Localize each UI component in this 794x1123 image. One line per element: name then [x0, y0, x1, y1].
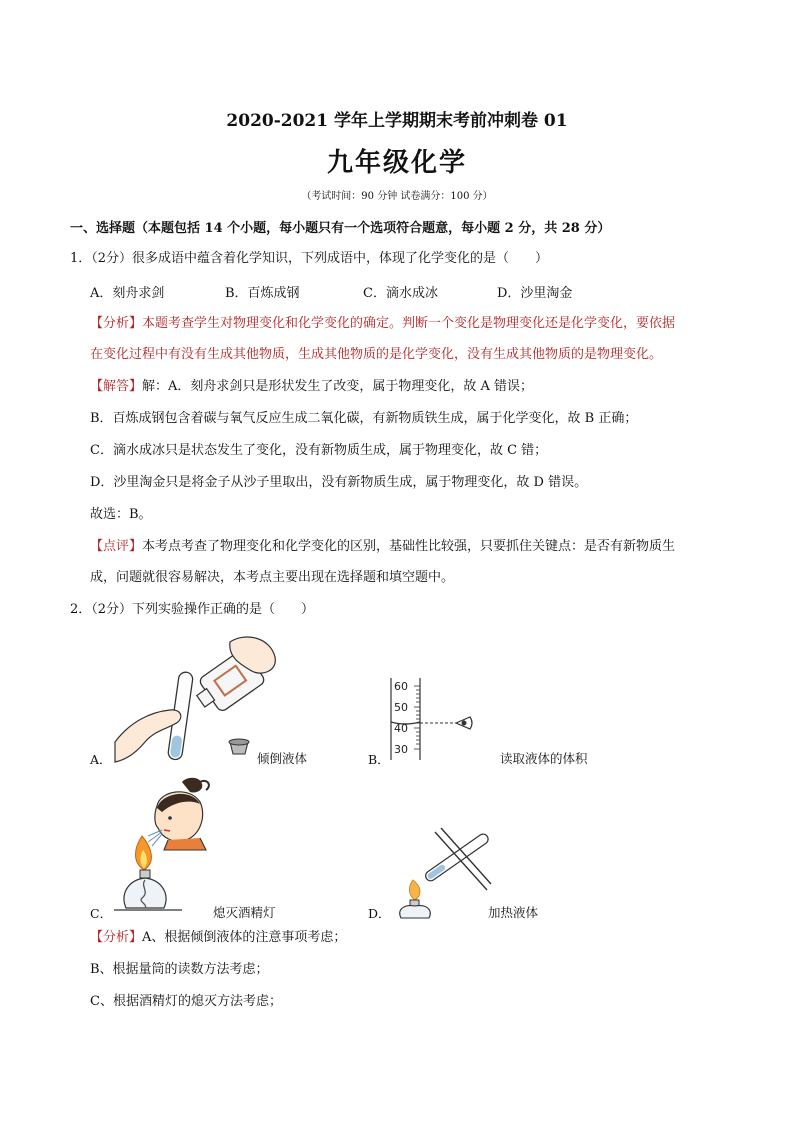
q1-analysis-line2: 在变化过程中有没有生成其他物质，生成其他物质的是化学变化，没有生成其他物质的是物理变化。: [90, 347, 663, 362]
q2-label-c: C．: [90, 906, 113, 921]
cylinder-tick-60: 60: [394, 680, 408, 693]
q1-option-d: D．沙里淘金: [497, 286, 573, 301]
q1-answer-a: 【解答】解：A．刻舟求剑只是形状发生了改变，属于物理变化，故 A 错误；: [90, 379, 534, 394]
q1-option-b: B．百炼成钢: [225, 286, 300, 301]
q2-caption-d: 加热液体: [488, 905, 539, 920]
exam-info: （考试时间：90 分钟 试卷满分：100 分）: [301, 191, 493, 202]
q2-label-b: B．: [368, 752, 390, 767]
q2-caption-a: 倾倒液体: [257, 751, 308, 766]
q2-label-d: D．: [368, 906, 391, 921]
cylinder-tick-50: 50: [394, 701, 408, 714]
q2-analysis-a: 【分析】A、根据倾倒液体的注意事项考虑；: [90, 930, 347, 945]
answer-tag: 【解答】: [90, 379, 143, 394]
q1-answer-b: B．百炼成钢包含着碳与氧气反应生成二氧化碳，有新物质铁生成，属于化学变化，故 B 正确；: [90, 411, 638, 426]
analysis-tag: 【分析】: [90, 930, 143, 945]
subject-title: 九年级化学: [326, 148, 467, 178]
cylinder-tick-30: 30: [394, 743, 408, 756]
pour-liquid-figure: [110, 632, 280, 772]
q1-comment-line2: 成，问题就很容易解决，本考点主要出现在选择题和填空题中。: [90, 570, 455, 585]
blow-out-lamp-figure: [112, 776, 222, 916]
section-heading: 一、选择题（本题包括 14 个小题，每小题只有一个选项符合题意，每小题 2 分，共 28 分）: [70, 221, 611, 236]
q2-label-a: A．: [90, 752, 112, 767]
q2-caption-c: 熄灭酒精灯: [213, 905, 276, 920]
cylinder-tick-40: 40: [394, 722, 408, 735]
q1-analysis-line1: 【分析】本题考查学生对物理变化和化学变化的确定。判断一个变化是物理变化还是化学变化，要依据: [90, 316, 676, 331]
graduated-cylinder-figure: [388, 676, 488, 764]
q1-answer-c: C．滴水成冰只是状态发生了变化，没有新物质生成，属于物理变化，故 C 错；: [90, 443, 548, 458]
q2-stem: 2．（2分）下列实验操作正确的是（ ）: [70, 602, 315, 617]
exam-title: 2020-2021 学年上学期期末考前冲刺卷 01: [226, 111, 568, 131]
eye-icon: [456, 717, 472, 729]
q2-analysis-b: B、根据量筒的读数方法考虑；: [90, 962, 269, 977]
analysis-tag: 【分析】: [90, 316, 143, 331]
q1-stem: 1．（2分）很多成语中蕴含着化学知识，下列成语中，体现了化学变化的是（ ）: [70, 251, 549, 266]
q1-option-c: C．滴水成冰: [363, 286, 438, 301]
q2-caption-b: 读取液体的体积: [500, 751, 588, 766]
q2-analysis-c: C、根据酒精灯的熄灭方法考虑；: [90, 994, 282, 1009]
q1-choice: 故选：B。: [90, 507, 152, 522]
q1-comment-line1: 【点评】本考点考查了物理变化和化学变化的区别，基础性比较强，只要抓住关键点：是否有新物质生: [90, 539, 676, 554]
q1-option-a: A．刻舟求剑: [90, 286, 165, 301]
q1-answer-d: D．沙里淘金只是将金子从沙子里取出，没有新物质生成，属于物理变化，故 D 错误。: [90, 475, 588, 490]
comment-tag: 【点评】: [90, 539, 143, 554]
